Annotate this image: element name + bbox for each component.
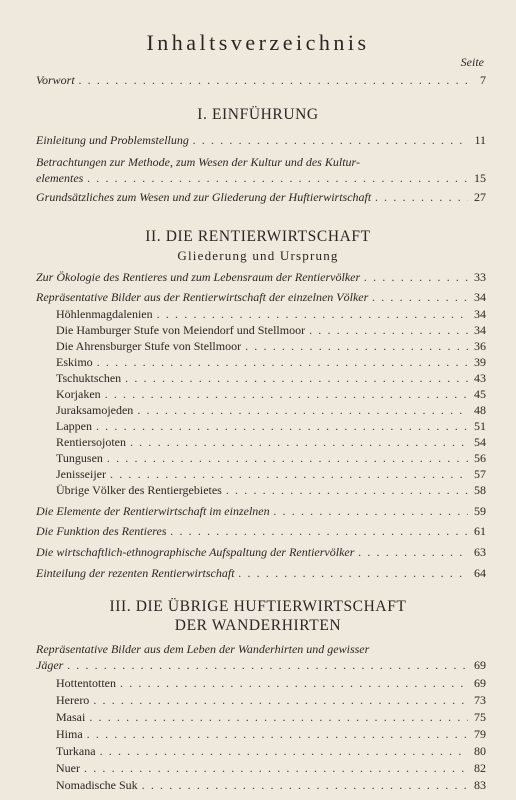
- dot-leader: [100, 744, 468, 759]
- entry-text: Nuer: [56, 761, 80, 775]
- entry-text: Grundsätzliches zum Wesen und zur Gliederung der Huftierwirtschaft: [36, 190, 372, 204]
- toc-subentry[interactable]: [56, 676, 486, 693]
- toc-subentry[interactable]: [56, 727, 486, 744]
- entry-text: elementes: [36, 171, 84, 185]
- dot-leader: [93, 693, 468, 708]
- entry-text: Hottentotten: [56, 676, 116, 690]
- toc-entry[interactable]: [36, 658, 486, 675]
- dot-leader: [171, 524, 468, 539]
- entry-text: Die Ahrensburger Stufe von Stellmoor: [56, 339, 242, 353]
- entry-page: 33: [474, 270, 486, 284]
- toc-subentry[interactable]: [56, 483, 486, 500]
- entry-page: 34: [474, 290, 486, 304]
- toc-entry[interactable]: [36, 504, 486, 521]
- entry-page: 57: [474, 467, 486, 481]
- entry-page: 61: [474, 524, 486, 538]
- dot-leader: [239, 566, 468, 581]
- entry-page: 69: [474, 658, 486, 672]
- dot-leader: [372, 290, 468, 305]
- dot-leader: [107, 451, 468, 466]
- dot-leader: [274, 504, 468, 519]
- toc-entry[interactable]: [36, 290, 486, 307]
- toc-subentry[interactable]: [56, 435, 486, 452]
- toc-subentry[interactable]: [56, 371, 486, 388]
- toc-entry[interactable]: [36, 524, 486, 541]
- dot-leader: [157, 307, 468, 322]
- dot-leader: [96, 419, 468, 434]
- dot-leader: [110, 467, 468, 482]
- toc-subentry[interactable]: [56, 419, 486, 436]
- entry-page: 48: [474, 403, 486, 417]
- section-heading-3-line2: DER WANDERHIRTEN: [174, 617, 342, 634]
- dot-leader: [309, 323, 468, 338]
- entry-text: Juraksamojeden: [56, 403, 134, 417]
- entry-text: Korjaken: [56, 387, 101, 401]
- entry-text: Eskimo: [56, 355, 93, 369]
- entry-page: 59: [474, 504, 486, 518]
- entry-page: 58: [474, 483, 486, 497]
- entry-page: 64: [474, 566, 486, 580]
- entry-text: Rentiersojoten: [56, 435, 126, 449]
- dot-leader: [364, 270, 468, 285]
- entry-text: Lappen: [56, 419, 92, 433]
- dot-leader: [105, 387, 468, 402]
- section-subheading-2: Gliederung und Ursprung: [177, 248, 339, 263]
- dot-leader: [87, 727, 468, 742]
- entry-text: Einteilung der rezenten Rentierwirtschaft: [36, 566, 235, 580]
- entry-page: 83: [474, 778, 486, 792]
- entry-page: 36: [474, 339, 486, 353]
- entry-page: 56: [474, 451, 486, 465]
- entry-page: 34: [474, 323, 486, 337]
- section-heading-1: I. EINFÜHRUNG: [197, 106, 319, 123]
- toc-subentry[interactable]: [56, 451, 486, 468]
- toc-subentry[interactable]: [56, 693, 486, 710]
- entry-page: 34: [474, 307, 486, 321]
- dot-leader: [137, 403, 468, 418]
- entry-page: 79: [474, 727, 486, 741]
- dot-leader: [87, 171, 468, 186]
- entry-page: 80: [474, 744, 486, 758]
- entry-text: Masai: [56, 710, 86, 724]
- entry-page: 11: [474, 133, 486, 147]
- dot-leader: [84, 761, 468, 776]
- dot-leader: [120, 676, 468, 691]
- toc-subentry[interactable]: [56, 323, 486, 340]
- entry-page: 43: [474, 371, 486, 385]
- toc-subentry[interactable]: [56, 355, 486, 372]
- entry-page: 51: [474, 419, 486, 433]
- entry-text: Nomadische Suk: [56, 778, 138, 792]
- entry-text: Tschuktschen: [56, 371, 122, 385]
- toc-entry[interactable]: [36, 190, 486, 207]
- entry-page: 45: [474, 387, 486, 401]
- dot-leader: [97, 355, 468, 370]
- toc-entry-vorwort[interactable]: [36, 73, 486, 90]
- dot-leader: [142, 778, 468, 793]
- entry-page: 15: [474, 171, 486, 185]
- toc-subentry[interactable]: [56, 307, 486, 324]
- toc-subentry[interactable]: [56, 778, 486, 795]
- toc-entry[interactable]: [36, 133, 486, 150]
- entry-text: Die wirtschaftlich-ethnographische Aufspaltung der Rentiervölker: [36, 545, 355, 559]
- section-heading-3: III. DIE ÜBRIGE HUFTIERWIRTSCHAFT: [109, 598, 407, 615]
- toc-subentry[interactable]: [56, 710, 486, 727]
- toc-subentry[interactable]: [56, 403, 486, 420]
- entry-page: 63: [474, 545, 486, 559]
- entry-text: Die Hamburger Stufe von Meiendorf und Stellmoor: [56, 323, 306, 337]
- entry-text: Turkana: [56, 744, 96, 758]
- entry-text: Repräsentative Bilder aus der Rentierwirtschaft der einzelnen Völker: [36, 290, 369, 304]
- entry-text-line1[interactable]: Betrachtungen zur Methode, zum Wesen der Kultur und des Kultur-: [36, 155, 360, 169]
- toc-entry[interactable]: [36, 171, 486, 188]
- dot-leader: [193, 133, 468, 148]
- dot-leader: [130, 435, 468, 450]
- entry-text: Zur Ökologie des Rentieres und zum Lebensraum der Rentiervölker: [36, 270, 361, 284]
- entry-page: 73: [474, 693, 486, 707]
- section-heading-2: II. DIE RENTIERWIRTSCHAFT: [145, 228, 371, 245]
- entry-text-line1[interactable]: Repräsentative Bilder aus dem Leben der Wanderhirten und gewisser: [36, 642, 370, 656]
- toc-entry[interactable]: [36, 545, 486, 562]
- entry-page: 54: [474, 435, 486, 449]
- toc-subentry[interactable]: [56, 761, 486, 778]
- page-column-label: Seite: [460, 55, 484, 69]
- dot-leader: [67, 658, 468, 673]
- dot-leader: [79, 73, 468, 88]
- entry-text: Hima: [56, 727, 83, 741]
- entry-text: Die Elemente der Rentierwirtschaft im einzelnen: [36, 504, 270, 518]
- toc-entry[interactable]: [36, 566, 486, 583]
- entry-text: Die Funktion des Rentieres: [36, 524, 167, 538]
- dot-leader: [89, 710, 468, 725]
- toc-subentry[interactable]: [56, 339, 486, 356]
- entry-page: 27: [474, 190, 486, 204]
- dot-leader: [358, 545, 468, 560]
- dot-leader: [226, 483, 468, 498]
- dot-leader: [245, 339, 468, 354]
- entry-text: Vorwort: [36, 73, 75, 87]
- toc-subentry[interactable]: [56, 744, 486, 761]
- entry-text: Übrige Völker des Rentiergebietes: [56, 483, 222, 497]
- entry-text: Einleitung und Problemstellung: [36, 133, 189, 147]
- entry-text: Herero: [56, 693, 90, 707]
- entry-text: Jäger: [36, 658, 64, 672]
- dot-leader: [375, 190, 468, 205]
- entry-page: 69: [474, 676, 486, 690]
- entry-text: Jenisseijer: [56, 467, 106, 481]
- entry-text: Höhlenmagdalenien: [56, 307, 153, 321]
- entry-page: 75: [474, 710, 486, 724]
- page-title: Inhaltsverzeichnis: [146, 30, 370, 55]
- entry-page: 39: [474, 355, 486, 369]
- toc-subentry[interactable]: [56, 467, 486, 484]
- dot-leader: [125, 371, 468, 386]
- entry-page: 82: [474, 761, 486, 775]
- toc-subentry[interactable]: [56, 387, 486, 404]
- entry-text: Tungusen: [56, 451, 103, 465]
- entry-page: 7: [480, 73, 486, 87]
- toc-entry[interactable]: [36, 270, 486, 287]
